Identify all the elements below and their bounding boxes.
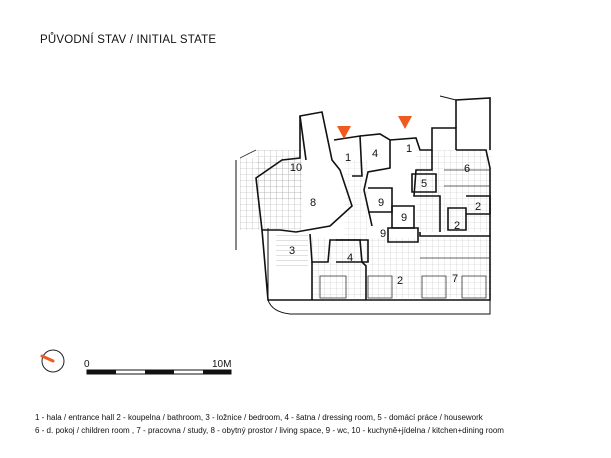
room-label-4-lower: 4 (346, 252, 354, 264)
legend-line-2: 6 - d. pokoj / children room , 7 - pracovna / study, 8 - obytný prostor / living space, 9 - wc, 10 - kuchyně+jídelna / kitchen+dining room (35, 425, 504, 435)
room-label-2-upper: 2 (474, 201, 482, 213)
scale-start-label: 0 (84, 359, 90, 370)
room-label-9-a: 9 (377, 197, 385, 209)
entrance-markers (337, 116, 412, 139)
north-arrow-icon (42, 350, 64, 372)
room-label-6: 6 (463, 163, 471, 175)
room-label-1-right: 1 (405, 143, 413, 155)
scale-bar (87, 370, 231, 374)
room-label-5: 5 (420, 178, 428, 190)
room-label-9-b: 9 (400, 212, 408, 224)
page-title: PŮVODNÍ STAV / INITIAL STATE (40, 34, 217, 46)
room-label-8: 8 (309, 197, 317, 209)
scale-end-label: 10M (212, 359, 232, 370)
room-label-7: 7 (451, 273, 459, 285)
room-label-10: 10 (289, 162, 303, 174)
room-label-9-c: 9 (379, 228, 387, 240)
room-label-1-left: 1 (344, 152, 352, 164)
room-label-3: 3 (288, 245, 296, 257)
room-label-2-middle: 2 (453, 220, 461, 232)
entrance-marker-right (398, 116, 412, 129)
room-legend (35, 412, 504, 437)
room-label-2-lower: 2 (396, 275, 404, 287)
room-label-4-upper: 4 (371, 148, 379, 160)
legend-line-1: 1 - hala / entrance hall 2 - koupelna / bathroom, 3 - ložnice / bedroom, 4 - šatna / dressing room, 5 - domácí práce / housework (35, 413, 483, 422)
